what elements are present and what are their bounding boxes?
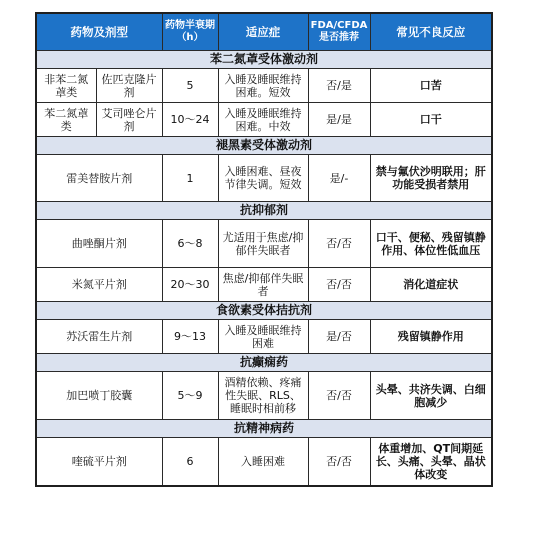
table-row [36, 268, 492, 302]
half-life: 6～8 [162, 220, 218, 268]
fda-recommend: 否/否 [308, 438, 370, 486]
section-title: 褪黑素受体激动剂 [36, 137, 492, 155]
table-row [36, 320, 492, 354]
drug-name: 雷美替胺片剂 [36, 155, 162, 202]
section-row [36, 354, 492, 372]
adverse-effects: 口苦 [370, 69, 492, 103]
header-indication: 适应症 [218, 13, 308, 51]
table-row [36, 155, 492, 202]
table-row [36, 69, 492, 103]
drug-name: 曲唑酮片剂 [36, 220, 162, 268]
half-life: 6 [162, 438, 218, 486]
half-life: 5 [162, 69, 218, 103]
header-fda: FDA/CFDA是否推荐 [308, 13, 370, 51]
fda-recommend: 是/否 [308, 320, 370, 354]
half-life: 20～30 [162, 268, 218, 302]
indication: 入睡困难 [218, 438, 308, 486]
table-row [36, 220, 492, 268]
half-life: 1 [162, 155, 218, 202]
fda-recommend: 否/是 [308, 69, 370, 103]
section-row [36, 137, 492, 155]
drug-name: 喹硫平片剂 [36, 438, 162, 486]
adverse-effects: 头晕、共济失调、白细胞减少 [370, 372, 492, 420]
fda-recommend: 是/是 [308, 103, 370, 137]
fda-recommend: 否/否 [308, 372, 370, 420]
adverse-effects: 残留镇静作用 [370, 320, 492, 354]
drug-class: 苯二氮䓬类 [36, 103, 96, 137]
table-row [36, 438, 492, 486]
indication: 焦虑/抑郁伴失眠者 [218, 268, 308, 302]
table-row [36, 372, 492, 420]
indication: 酒精依赖、疼痛性失眠、RLS、睡眠时相前移 [218, 372, 308, 420]
section-title: 抗抑郁剂 [36, 202, 492, 220]
indication: 入睡及睡眠维持困难。中效 [218, 103, 308, 137]
indication: 尤适用于焦虑/抑郁伴失眠者 [218, 220, 308, 268]
section-row [36, 51, 492, 69]
adverse-effects: 消化道症状 [370, 268, 492, 302]
indication: 入睡及睡眠维持困难。短效 [218, 69, 308, 103]
section-row [36, 420, 492, 438]
section-title: 抗癫痫药 [36, 354, 492, 372]
section-title: 食欲素受体拮抗剂 [36, 302, 492, 320]
drug-name: 加巴喷丁胶囊 [36, 372, 162, 420]
header-drug: 药物及剂型 [36, 13, 162, 51]
half-life: 9～13 [162, 320, 218, 354]
section-row [36, 302, 492, 320]
indication: 入睡困难、昼夜节律失调。短效 [218, 155, 308, 202]
section-title: 苯二氮䓬受体激动剂 [36, 51, 492, 69]
drug-name: 苏沃雷生片剂 [36, 320, 162, 354]
fda-recommend: 否/否 [308, 268, 370, 302]
half-life: 5～9 [162, 372, 218, 420]
section-title: 抗精神病药 [36, 420, 492, 438]
adverse-effects: 口干 [370, 103, 492, 137]
fda-recommend: 否/否 [308, 220, 370, 268]
table-row [36, 103, 492, 137]
header-row [36, 13, 492, 51]
indication: 入睡及睡眠维持困难 [218, 320, 308, 354]
header-half-life: 药物半衰期（h） [162, 13, 218, 51]
insomnia-drug-table [35, 12, 493, 487]
section-row [36, 202, 492, 220]
adverse-effects: 禁与氟伏沙明联用；肝功能受损者禁用 [370, 155, 492, 202]
fda-recommend: 是/- [308, 155, 370, 202]
adverse-effects: 口干、便秘、残留镇静作用、体位性低血压 [370, 220, 492, 268]
adverse-effects: 体重增加、QT间期延长、头痛、头晕、晶状体改变 [370, 438, 492, 486]
header-adverse: 常见不良反应 [370, 13, 492, 51]
drug-class: 非苯二氮䓬类 [36, 69, 96, 103]
drug-name: 米氮平片剂 [36, 268, 162, 302]
drug-name: 艾司唑仑片剂 [96, 103, 162, 137]
half-life: 10～24 [162, 103, 218, 137]
drug-name: 佐匹克隆片剂 [96, 69, 162, 103]
